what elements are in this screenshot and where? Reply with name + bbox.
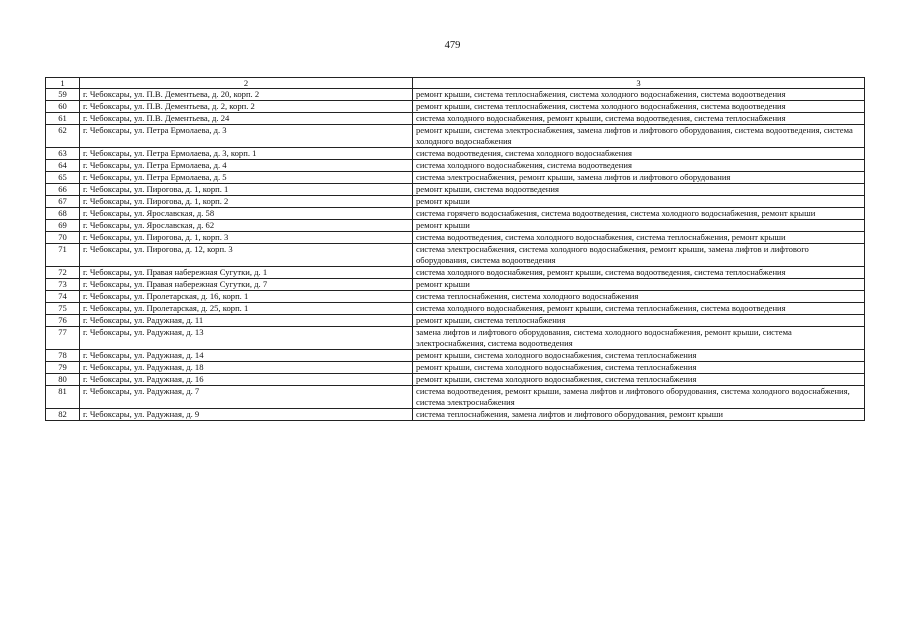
table-row [46,232,865,244]
table-row [46,244,865,267]
row-number: 74 [46,291,80,303]
works-cell: ремонт крыши, система теплоснабжения, система холодного водоснабжения, система водоотведения [413,89,865,101]
table-row [46,327,865,350]
address-cell: г. Чебоксары, ул. Пролетарская, д. 16, корп. 1 [80,291,413,303]
address-cell: г. Чебоксары, ул. Радужная, д. 18 [80,362,413,374]
address-cell: г. Чебоксары, ул. П.В. Дементьева, д. 24 [80,113,413,125]
row-number: 72 [46,267,80,279]
table-row [46,101,865,113]
row-number: 77 [46,327,80,350]
works-cell: ремонт крыши, система холодного водоснабжения, система теплоснабжения [413,374,865,386]
address-cell: г. Чебоксары, ул. Радужная, д. 14 [80,350,413,362]
address-cell: г. Чебоксары, ул. Ярославская, д. 62 [80,220,413,232]
address-cell: г. Чебоксары, ул. П.В. Дементьева, д. 2, корп. 2 [80,101,413,113]
table-row [46,362,865,374]
row-number: 71 [46,244,80,267]
works-cell: система горячего водоснабжения, система водоотведения, система холодного водоснабжения, ремонт крыши [413,208,865,220]
works-cell: система холодного водоснабжения, ремонт крыши, система водоотведения, система теплоснабжения [413,267,865,279]
address-cell: г. Чебоксары, ул. Пролетарская, д. 25, корп. 1 [80,303,413,315]
table-row [46,172,865,184]
table-row [46,374,865,386]
row-number: 78 [46,350,80,362]
row-number: 79 [46,362,80,374]
works-cell: ремонт крыши, система теплоснабжения, система холодного водоснабжения, система водоотведения [413,101,865,113]
works-cell: ремонт крыши [413,196,865,208]
row-number: 82 [46,409,80,421]
works-cell: ремонт крыши [413,220,865,232]
address-cell: г. Чебоксары, ул. Пирогова, д. 12, корп. 3 [80,244,413,267]
table-row [46,279,865,291]
address-cell: г. Чебоксары, ул. Правая набережная Сугутки, д. 7 [80,279,413,291]
works-cell: замена лифтов и лифтового оборудования, система холодного водоснабжения, ремонт крыши, система электроснабжения, система водоотведения [413,327,865,350]
table-row [46,350,865,362]
address-cell: г. Чебоксары, ул. Ярославская, д. 58 [80,208,413,220]
table-row [46,267,865,279]
row-number: 64 [46,160,80,172]
works-cell: ремонт крыши, система теплоснабжения [413,315,865,327]
works-cell: ремонт крыши, система холодного водоснабжения, система теплоснабжения [413,350,865,362]
table-row [46,208,865,220]
address-cell: г. Чебоксары, ул. Радужная, д. 7 [80,386,413,409]
table-row [46,184,865,196]
row-number: 70 [46,232,80,244]
column-header-number: 1 [46,78,80,89]
table-row [46,409,865,421]
works-cell: система теплоснабжения, система холодного водоснабжения [413,291,865,303]
table-row [46,303,865,315]
table-row [46,220,865,232]
row-number: 76 [46,315,80,327]
row-number: 75 [46,303,80,315]
column-header-works: 3 [413,78,865,89]
address-cell: г. Чебоксары, ул. Пирогова, д. 1, корп. 2 [80,196,413,208]
row-number: 59 [46,89,80,101]
address-cell: г. Чебоксары, ул. Петра Ермолаева, д. 3, корп. 1 [80,148,413,160]
table-row [46,315,865,327]
works-cell: система теплоснабжения, замена лифтов и лифтового оборудования, ремонт крыши [413,409,865,421]
table-body [46,89,865,421]
table-row [46,386,865,409]
address-cell: г. Чебоксары, ул. П.В. Дементьева, д. 20, корп. 2 [80,89,413,101]
works-cell: система водоотведения, система холодного водоснабжения, система теплоснабжения, ремонт крыши [413,232,865,244]
address-cell: г. Чебоксары, ул. Пирогова, д. 1, корп. 3 [80,232,413,244]
row-number: 65 [46,172,80,184]
works-cell: ремонт крыши, система электроснабжения, замена лифтов и лифтового оборудования, система водоотведения, система холодного водоснабжения [413,125,865,148]
row-number: 60 [46,101,80,113]
table-row [46,160,865,172]
row-number: 73 [46,279,80,291]
works-cell: система холодного водоснабжения, ремонт крыши, система водоотведения, система теплоснабжения [413,113,865,125]
row-number: 66 [46,184,80,196]
address-cell: г. Чебоксары, ул. Пирогова, д. 1, корп. 1 [80,184,413,196]
row-number: 69 [46,220,80,232]
page-number: 479 [444,40,461,51]
table-row [46,89,865,101]
row-number: 61 [46,113,80,125]
address-cell: г. Чебоксары, ул. Радужная, д. 9 [80,409,413,421]
address-cell: г. Чебоксары, ул. Петра Ермолаева, д. 3 [80,125,413,148]
works-cell: система холодного водоснабжения, ремонт крыши, система теплоснабжения, система водоотведения [413,303,865,315]
row-number: 67 [46,196,80,208]
address-cell: г. Чебоксары, ул. Петра Ермолаева, д. 5 [80,172,413,184]
address-cell: г. Чебоксары, ул. Радужная, д. 16 [80,374,413,386]
row-number: 81 [46,386,80,409]
works-cell: система холодного водоснабжения, система водоотведения [413,160,865,172]
table-row [46,148,865,160]
address-cell: г. Чебоксары, ул. Радужная, д. 11 [80,315,413,327]
row-number: 63 [46,148,80,160]
address-cell: г. Чебоксары, ул. Радужная, д. 13 [80,327,413,350]
row-number: 68 [46,208,80,220]
table-header-row [46,78,865,89]
works-cell: система водоотведения, система холодного водоснабжения [413,148,865,160]
row-number: 62 [46,125,80,148]
table-row [46,196,865,208]
row-number: 80 [46,374,80,386]
works-cell: ремонт крыши [413,279,865,291]
column-header-address: 2 [80,78,413,89]
table-row [46,113,865,125]
address-cell: г. Чебоксары, ул. Правая набережная Сугутки, д. 1 [80,267,413,279]
buildings-table [45,77,865,421]
works-cell: ремонт крыши, система холодного водоснабжения, система теплоснабжения [413,362,865,374]
works-cell: система электроснабжения, ремонт крыши, замена лифтов и лифтового оборудования [413,172,865,184]
works-cell: ремонт крыши, система водоотведения [413,184,865,196]
works-cell: система электроснабжения, система холодного водоснабжения, ремонт крыши, замена лифтов и лифтового оборудования, система водоотведения [413,244,865,267]
table-row [46,291,865,303]
table-row [46,125,865,148]
address-cell: г. Чебоксары, ул. Петра Ермолаева, д. 4 [80,160,413,172]
works-cell: система водоотведения, ремонт крыши, замена лифтов и лифтового оборудования, система холодного водоснабжения, система электроснабжения [413,386,865,409]
